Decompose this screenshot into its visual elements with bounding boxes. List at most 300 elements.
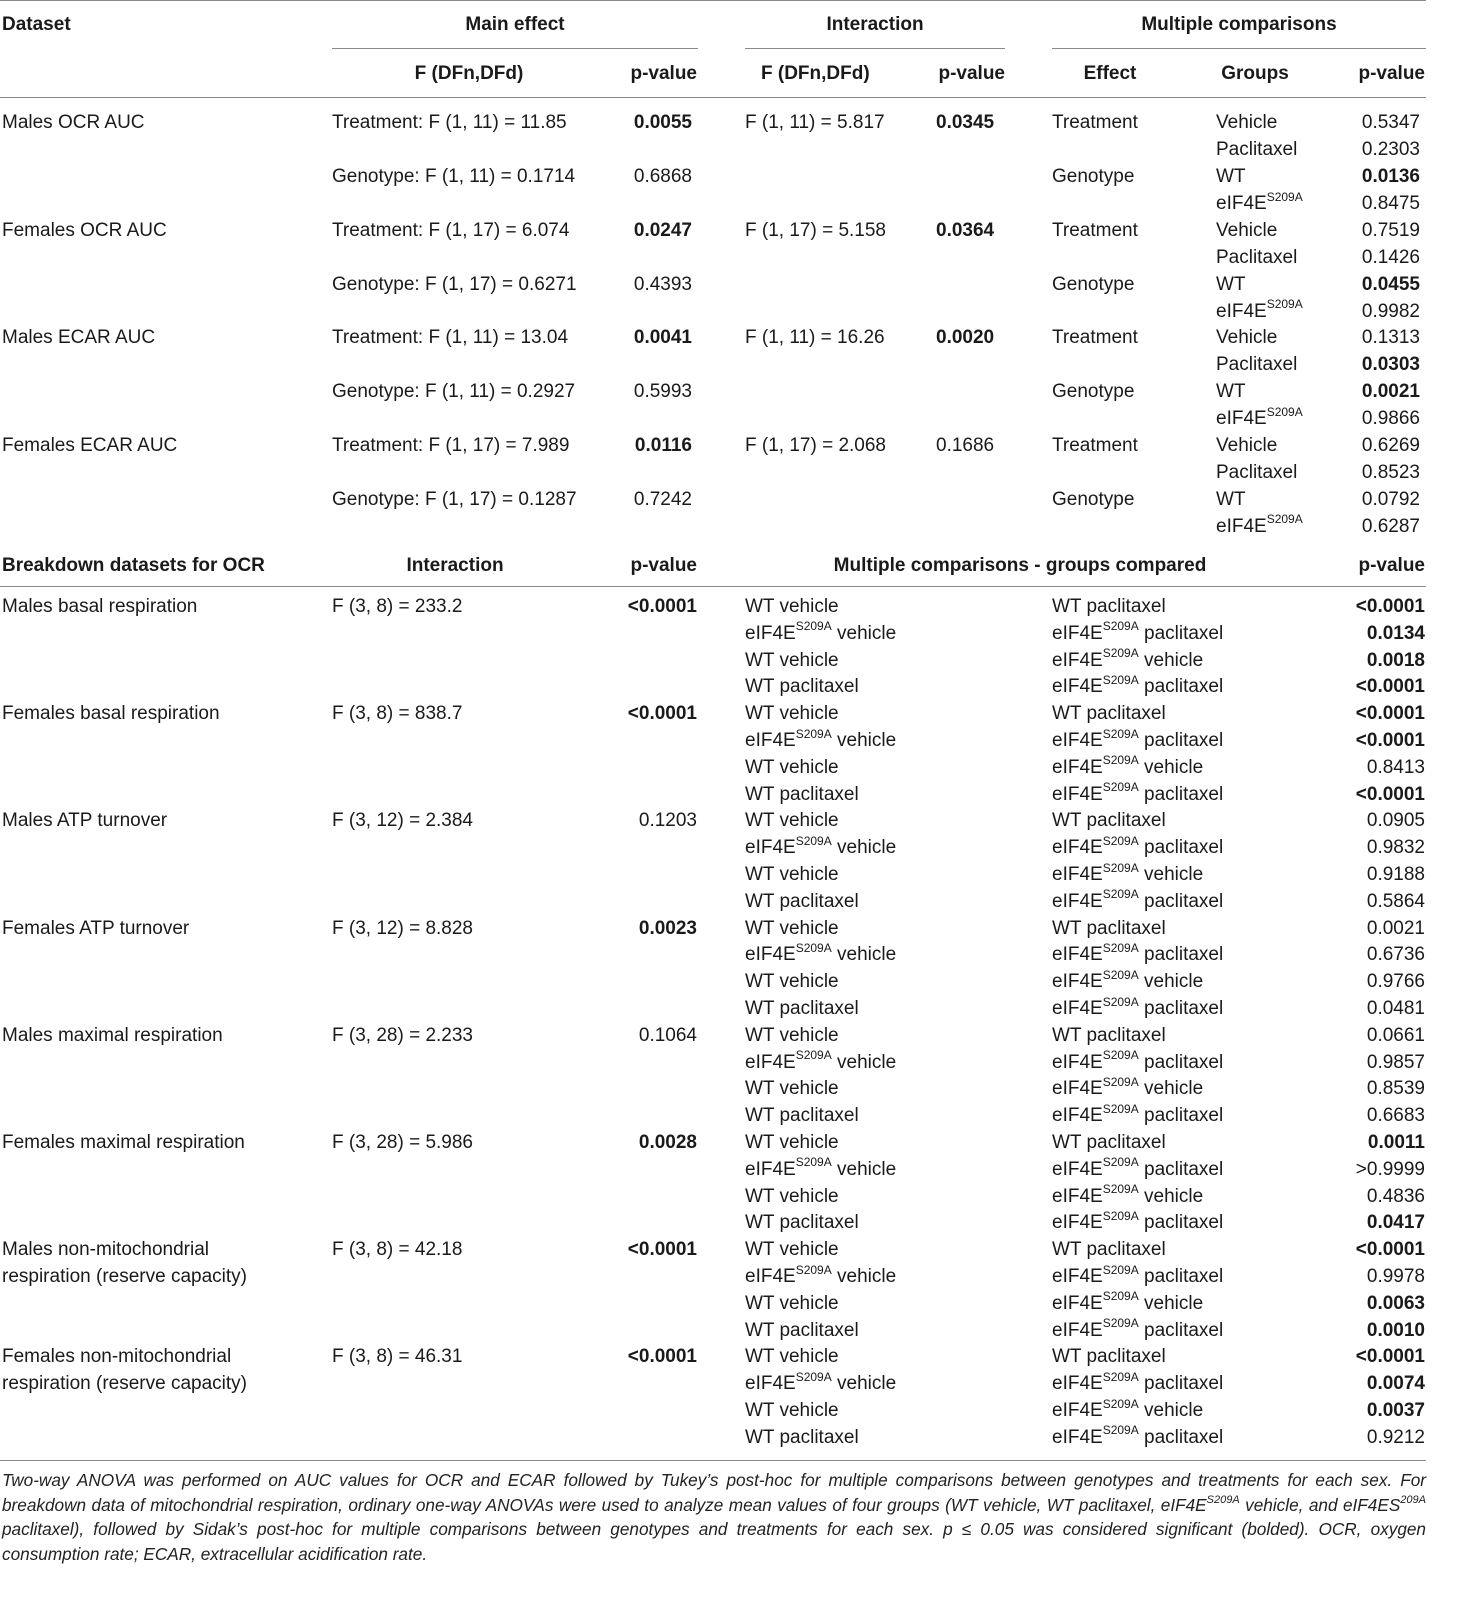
text-part: eIF4E bbox=[1052, 676, 1103, 698]
text-part: paclitaxel bbox=[1138, 1373, 1224, 1395]
text-part: eIF4E bbox=[1052, 837, 1103, 859]
main-effect-f: Genotype: F (1, 11) = 0.2927 bbox=[332, 381, 576, 402]
comparison-p-value: <0.0001 bbox=[1355, 783, 1425, 805]
footnote-part2: vehicle, and eIF4ES bbox=[1239, 1494, 1401, 1515]
breakdown-header-interaction: Interaction bbox=[406, 555, 504, 576]
breakdown-dataset-name: Males ATP turnover bbox=[2, 810, 168, 832]
superscript: S209A bbox=[1102, 967, 1139, 982]
comparison-p-value: 0.8539 bbox=[1366, 1078, 1425, 1100]
comparison-p-value: 0.0011 bbox=[1367, 1132, 1425, 1153]
footnote-sup2: 209A bbox=[1400, 1493, 1426, 1506]
dataset-name: Males ECAR AUC bbox=[2, 327, 156, 348]
effect-name: Treatment bbox=[1052, 434, 1138, 456]
main-effect-f: Treatment: F (1, 11) = 11.85 bbox=[332, 112, 567, 133]
footnote-part1: Two-way ANOVA was performed on AUC values for OCR and ECAR followed by Tukey’s post-hoc for multiple comparisons between genotypes and treatments for each sex. For breakdown data of mitochondrial respiration, ordinary one-way ANOVAs were used to analyze mean values of four groups (WT vehicle, WT paclitaxel, eIF4E bbox=[2, 1470, 1426, 1515]
group-label: WT bbox=[1216, 381, 1246, 402]
breakdown-interaction-f: F (3, 28) = 2.233 bbox=[332, 1024, 473, 1046]
superscript: S209A bbox=[1102, 673, 1139, 688]
comparison-p-value: 0.9188 bbox=[1366, 864, 1425, 885]
header-interaction-f: F (DFn,DFd) bbox=[761, 63, 870, 84]
text-part: eIF4E bbox=[1052, 1212, 1103, 1234]
effect-name: Genotype bbox=[1052, 381, 1135, 402]
comparison-group-b bbox=[1052, 1397, 1203, 1424]
comparison-group-b bbox=[1052, 834, 1223, 861]
group-label: Paclitaxel bbox=[1216, 461, 1298, 483]
comparison-group-b: WT paclitaxel bbox=[1052, 596, 1166, 617]
group-p-value: 0.1313 bbox=[1361, 327, 1420, 348]
breakdown-dataset-name: Males basal respiration bbox=[2, 596, 198, 617]
comparison-group-a: WT paclitaxel bbox=[745, 1105, 859, 1127]
comparison-group-a bbox=[745, 1156, 896, 1183]
text-part: eIF4E bbox=[745, 1373, 796, 1395]
text-part: vehicle bbox=[1138, 1078, 1204, 1100]
breakdown-rule bbox=[0, 586, 1426, 587]
header-multiple-comparisons: Multiple comparisons bbox=[1141, 14, 1337, 35]
comparison-group-a bbox=[745, 941, 896, 968]
effect-name: Treatment bbox=[1052, 112, 1138, 133]
breakdown-dataset-name: respiration (reserve capacity) bbox=[2, 1266, 247, 1287]
comparison-group-a: WT vehicle bbox=[745, 1346, 839, 1368]
comparison-p-value: <0.0001 bbox=[1355, 730, 1425, 751]
breakdown-title: Breakdown datasets for OCR bbox=[2, 555, 265, 576]
comparison-group-b: WT paclitaxel bbox=[1052, 1132, 1166, 1153]
comparison-group-a bbox=[745, 834, 896, 861]
breakdown-header-groups-compared: Multiple comparisons - groups compared bbox=[833, 555, 1207, 576]
text-part: vehicle bbox=[831, 622, 897, 644]
comparison-p-value: <0.0001 bbox=[1355, 703, 1425, 725]
interaction-p: 0.1686 bbox=[936, 434, 995, 456]
comparison-p-value: 0.0010 bbox=[1366, 1319, 1425, 1341]
comparison-p-value: 0.9832 bbox=[1366, 837, 1425, 859]
comparison-group-a: WT vehicle bbox=[745, 1239, 839, 1261]
group-label: Vehicle bbox=[1216, 434, 1278, 456]
comparison-group-a: WT paclitaxel bbox=[745, 890, 859, 912]
comparison-p-value: 0.0074 bbox=[1366, 1373, 1425, 1395]
text-part: vehicle bbox=[1138, 1292, 1204, 1314]
comparison-p-value: 0.9978 bbox=[1366, 1266, 1425, 1287]
comparison-group-b bbox=[1052, 1263, 1223, 1290]
group-p-value: 0.0792 bbox=[1361, 488, 1420, 510]
text-part: eIF4E bbox=[1052, 971, 1103, 993]
superscript: S209A bbox=[1102, 860, 1139, 875]
text-part: vehicle bbox=[1138, 649, 1204, 671]
breakdown-interaction-f: F (3, 8) = 42.18 bbox=[332, 1239, 463, 1261]
comparison-group-a bbox=[745, 727, 896, 754]
text-part: eIF4E bbox=[1052, 649, 1103, 671]
group-p-value: 0.0455 bbox=[1361, 273, 1420, 295]
footnote-sup1: S209A bbox=[1206, 1493, 1240, 1506]
text-part: paclitaxel bbox=[1138, 1266, 1224, 1287]
text-part: vehicle bbox=[1138, 1185, 1204, 1207]
text-part: eIF4E bbox=[1052, 1319, 1103, 1341]
main-effect-p: 0.0116 bbox=[634, 434, 692, 456]
text-part: eIF4E bbox=[1052, 864, 1103, 885]
text-part: vehicle bbox=[831, 1158, 897, 1180]
main-effect-p: 0.6868 bbox=[633, 166, 692, 187]
main-effect-f: Genotype: F (1, 17) = 0.6271 bbox=[332, 273, 577, 295]
text-part: vehicle bbox=[831, 837, 897, 859]
text-part: eIF4E bbox=[1052, 1266, 1103, 1287]
group-name bbox=[1216, 298, 1303, 325]
comparison-p-value: >0.9999 bbox=[1355, 1158, 1425, 1180]
breakdown-dataset-name: Females basal respiration bbox=[2, 703, 220, 725]
comparison-p-value: 0.0905 bbox=[1366, 810, 1425, 832]
group-label: WT bbox=[1216, 488, 1246, 510]
main-effect-p: 0.7242 bbox=[633, 488, 692, 510]
group-label: eIF4E bbox=[1216, 408, 1267, 429]
text-part: eIF4E bbox=[1052, 1373, 1103, 1395]
text-part: paclitaxel bbox=[1138, 837, 1224, 859]
comparison-group-b bbox=[1052, 1049, 1223, 1076]
breakdown-interaction-p: 0.0028 bbox=[638, 1132, 697, 1153]
group-name bbox=[1216, 136, 1297, 163]
text-part: vehicle bbox=[831, 730, 897, 751]
superscript: S209A bbox=[1102, 780, 1139, 795]
text-part: paclitaxel bbox=[1138, 1105, 1224, 1127]
breakdown-interaction-p: <0.0001 bbox=[627, 596, 697, 617]
comparison-p-value: <0.0001 bbox=[1355, 1239, 1425, 1261]
comparison-group-a: WT paclitaxel bbox=[745, 1212, 859, 1234]
group-label: eIF4E bbox=[1216, 193, 1267, 214]
text-part: eIF4E bbox=[745, 944, 796, 966]
text-part: eIF4E bbox=[1052, 1292, 1103, 1314]
group-p-value: 0.9982 bbox=[1361, 300, 1420, 322]
breakdown-interaction-p: <0.0001 bbox=[627, 1239, 697, 1261]
breakdown-dataset-name: Females non-mitochondrial bbox=[2, 1346, 232, 1368]
text-part: eIF4E bbox=[1052, 1105, 1103, 1127]
group-p-value: 0.0136 bbox=[1361, 166, 1420, 187]
main-effect-f: Genotype: F (1, 17) = 0.1287 bbox=[332, 488, 577, 510]
breakdown-interaction-f: F (3, 8) = 46.31 bbox=[332, 1346, 463, 1368]
text-part: eIF4E bbox=[1052, 1158, 1103, 1180]
comparison-group-a bbox=[745, 1370, 896, 1397]
interaction-p: 0.0364 bbox=[936, 219, 995, 241]
superscript: S209A bbox=[1102, 1182, 1139, 1197]
table-footnote bbox=[2, 1468, 1426, 1566]
comparison-group-b bbox=[1052, 888, 1223, 915]
comparison-group-a: WT vehicle bbox=[745, 756, 839, 778]
text-part: eIF4E bbox=[1052, 998, 1103, 1019]
breakdown-interaction-p: 0.1203 bbox=[638, 810, 697, 832]
comparison-group-b bbox=[1052, 1290, 1203, 1317]
superscript: S209A bbox=[795, 833, 832, 848]
comparison-p-value: 0.6736 bbox=[1366, 944, 1425, 966]
group-name bbox=[1216, 486, 1246, 513]
group-name bbox=[1216, 432, 1277, 459]
group-label: Paclitaxel bbox=[1216, 354, 1298, 375]
comparison-group-b bbox=[1052, 1075, 1203, 1102]
text-part: paclitaxel bbox=[1138, 1158, 1224, 1180]
superscript: S209A bbox=[1102, 1075, 1139, 1090]
interaction-p: 0.0020 bbox=[936, 327, 995, 348]
main-effect-f: Treatment: F (1, 17) = 6.074 bbox=[332, 219, 570, 241]
superscript: S209A bbox=[1102, 1316, 1139, 1331]
superscript: S209A bbox=[1102, 1262, 1139, 1277]
comparison-group-a: WT vehicle bbox=[745, 596, 839, 617]
superscript: S209A bbox=[1102, 1423, 1139, 1438]
group-label: eIF4E bbox=[1216, 300, 1267, 322]
group-name bbox=[1216, 244, 1297, 271]
header-main-effect: Main effect bbox=[465, 14, 565, 35]
text-part: paclitaxel bbox=[1138, 998, 1224, 1019]
comparison-group-b bbox=[1052, 727, 1223, 754]
group-name bbox=[1216, 459, 1297, 486]
group-label: Vehicle bbox=[1216, 219, 1278, 241]
main-effect-f: Genotype: F (1, 11) = 0.1714 bbox=[332, 166, 576, 187]
interaction-f: F (1, 11) = 16.26 bbox=[745, 327, 885, 348]
group-superscript: S209A bbox=[1266, 512, 1303, 527]
group-label: WT bbox=[1216, 273, 1246, 295]
superscript: S209A bbox=[1102, 1209, 1139, 1224]
comparison-p-value: 0.0417 bbox=[1366, 1212, 1425, 1234]
group-p-value: 0.0021 bbox=[1361, 381, 1420, 402]
comparison-group-a: WT vehicle bbox=[745, 864, 839, 885]
group-superscript: S209A bbox=[1266, 297, 1303, 312]
superscript: S209A bbox=[1102, 646, 1139, 661]
effect-name: Genotype bbox=[1052, 488, 1135, 510]
superscript: S209A bbox=[795, 726, 832, 741]
text-part: vehicle bbox=[1138, 1400, 1204, 1421]
comparison-group-b bbox=[1052, 1102, 1223, 1129]
interaction-rule bbox=[745, 48, 1005, 49]
top-rule bbox=[0, 0, 1426, 1]
group-p-value: 0.9866 bbox=[1361, 408, 1420, 429]
comparison-group-a bbox=[745, 620, 896, 647]
superscript: S209A bbox=[1102, 1369, 1139, 1384]
group-label: Vehicle bbox=[1216, 112, 1278, 133]
comparison-group-b bbox=[1052, 754, 1203, 781]
text-part: paclitaxel bbox=[1138, 1212, 1224, 1234]
main-effect-rule bbox=[332, 48, 698, 49]
group-superscript: S209A bbox=[1266, 404, 1303, 419]
text-part: eIF4E bbox=[745, 1051, 796, 1073]
text-part: vehicle bbox=[831, 1266, 897, 1287]
text-part: eIF4E bbox=[1052, 944, 1103, 966]
group-name bbox=[1216, 324, 1277, 351]
comparison-p-value: 0.0661 bbox=[1366, 1024, 1425, 1046]
comparison-group-a: WT paclitaxel bbox=[745, 998, 859, 1019]
header-interaction-p: p-value bbox=[938, 63, 1005, 84]
text-part: eIF4E bbox=[745, 1266, 796, 1287]
text-part: paclitaxel bbox=[1138, 1051, 1224, 1073]
breakdown-interaction-p: 0.1064 bbox=[638, 1024, 697, 1046]
superscript: S209A bbox=[795, 941, 832, 956]
main-effect-p: 0.4393 bbox=[633, 273, 692, 295]
comparison-p-value: 0.5864 bbox=[1366, 890, 1425, 912]
dataset-name: Females ECAR AUC bbox=[2, 434, 178, 456]
text-part: eIF4E bbox=[1052, 1078, 1103, 1100]
superscript: S209A bbox=[1102, 1048, 1139, 1063]
superscript: S209A bbox=[1102, 833, 1139, 848]
bottom-rule bbox=[0, 1460, 1426, 1461]
comparison-group-b bbox=[1052, 673, 1223, 700]
effect-name: Treatment bbox=[1052, 327, 1138, 348]
group-p-value: 0.8475 bbox=[1361, 193, 1420, 214]
text-part: vehicle bbox=[831, 1051, 897, 1073]
comparison-group-a: WT vehicle bbox=[745, 649, 839, 671]
text-part: vehicle bbox=[831, 944, 897, 966]
comparison-p-value: 0.0037 bbox=[1366, 1400, 1425, 1421]
header-dataset: Dataset bbox=[2, 14, 71, 35]
comparison-group-b bbox=[1052, 1183, 1203, 1210]
text-part: eIF4E bbox=[1052, 756, 1103, 778]
text-part: eIF4E bbox=[1052, 622, 1103, 644]
breakdown-header-p2: p-value bbox=[1358, 555, 1425, 576]
group-p-value: 0.2303 bbox=[1361, 139, 1420, 160]
comparison-group-b bbox=[1052, 1424, 1223, 1451]
superscript: S209A bbox=[1102, 753, 1139, 768]
text-part: eIF4E bbox=[1052, 783, 1103, 805]
superscript: S209A bbox=[1102, 619, 1139, 634]
comparison-group-a: WT paclitaxel bbox=[745, 783, 859, 805]
comparison-p-value: 0.9766 bbox=[1366, 971, 1425, 993]
comparison-group-a: WT vehicle bbox=[745, 1185, 839, 1207]
comparison-group-b: WT paclitaxel bbox=[1052, 1239, 1166, 1261]
text-part: eIF4E bbox=[1052, 1426, 1103, 1448]
breakdown-interaction-f: F (3, 8) = 233.2 bbox=[332, 596, 463, 617]
text-part: vehicle bbox=[1138, 971, 1204, 993]
superscript: S209A bbox=[1102, 941, 1139, 956]
superscript: S209A bbox=[1102, 1289, 1139, 1304]
breakdown-dataset-name: Females ATP turnover bbox=[2, 917, 190, 939]
group-label: Paclitaxel bbox=[1216, 139, 1298, 160]
group-label: Vehicle bbox=[1216, 327, 1278, 348]
main-effect-f: Treatment: F (1, 17) = 7.989 bbox=[332, 434, 570, 456]
text-part: paclitaxel bbox=[1138, 944, 1224, 966]
group-label: Paclitaxel bbox=[1216, 246, 1298, 268]
breakdown-interaction-f: F (3, 12) = 8.828 bbox=[332, 917, 473, 939]
breakdown-interaction-f: F (3, 12) = 2.384 bbox=[332, 810, 473, 832]
breakdown-header-p: p-value bbox=[630, 555, 697, 576]
comparison-group-a: WT vehicle bbox=[745, 1078, 839, 1100]
main-effect-p: 0.5993 bbox=[633, 381, 692, 402]
comparison-p-value: 0.4836 bbox=[1366, 1185, 1425, 1207]
effect-name: Treatment bbox=[1052, 219, 1138, 241]
comparison-group-a: WT paclitaxel bbox=[745, 676, 859, 698]
group-p-value: 0.0303 bbox=[1361, 354, 1420, 375]
text-part: paclitaxel bbox=[1138, 1426, 1224, 1448]
text-part: eIF4E bbox=[1052, 890, 1103, 912]
comparison-group-a: WT paclitaxel bbox=[745, 1319, 859, 1341]
group-name bbox=[1216, 190, 1303, 217]
text-part: eIF4E bbox=[1052, 1051, 1103, 1073]
comparison-p-value: 0.0134 bbox=[1366, 622, 1425, 644]
comparison-group-a: WT vehicle bbox=[745, 917, 839, 939]
comparison-group-b bbox=[1052, 1209, 1223, 1236]
superscript: S209A bbox=[1102, 1396, 1139, 1411]
superscript: S209A bbox=[795, 1369, 832, 1384]
comparison-p-value: <0.0001 bbox=[1355, 1346, 1425, 1368]
header-multiple-p: p-value bbox=[1358, 63, 1425, 84]
comparison-group-b: WT paclitaxel bbox=[1052, 917, 1166, 939]
comparison-group-a bbox=[745, 1049, 896, 1076]
comparison-p-value: 0.0063 bbox=[1366, 1292, 1425, 1314]
comparison-group-b bbox=[1052, 941, 1223, 968]
text-part: eIF4E bbox=[1052, 730, 1103, 751]
text-part: eIF4E bbox=[1052, 1185, 1103, 1207]
text-part: eIF4E bbox=[745, 1158, 796, 1180]
breakdown-dataset-name: Males maximal respiration bbox=[2, 1024, 223, 1046]
breakdown-dataset-name: Females maximal respiration bbox=[2, 1132, 245, 1153]
group-name bbox=[1216, 163, 1246, 190]
effect-name: Genotype bbox=[1052, 166, 1135, 187]
group-label: WT bbox=[1216, 166, 1246, 187]
comparison-p-value: 0.8413 bbox=[1366, 756, 1425, 778]
superscript: S209A bbox=[795, 1155, 832, 1170]
group-p-value: 0.7519 bbox=[1361, 219, 1420, 241]
comparison-group-b bbox=[1052, 861, 1203, 888]
comparison-group-b: WT paclitaxel bbox=[1052, 1024, 1166, 1046]
header-effect: Effect bbox=[1083, 63, 1137, 84]
group-name bbox=[1216, 405, 1303, 432]
comparison-group-b bbox=[1052, 1156, 1223, 1183]
comparison-p-value: 0.6683 bbox=[1366, 1105, 1425, 1127]
comparison-group-b: WT paclitaxel bbox=[1052, 1346, 1166, 1368]
superscript: S209A bbox=[795, 1262, 832, 1277]
superscript: S209A bbox=[795, 1048, 832, 1063]
group-label: eIF4E bbox=[1216, 515, 1267, 537]
comparison-group-a: WT vehicle bbox=[745, 1292, 839, 1314]
breakdown-interaction-p: <0.0001 bbox=[627, 703, 697, 725]
comparison-group-b: WT paclitaxel bbox=[1052, 703, 1166, 725]
superscript: S209A bbox=[1102, 887, 1139, 902]
breakdown-interaction-f: F (3, 8) = 838.7 bbox=[332, 703, 463, 725]
breakdown-dataset-name: respiration (reserve capacity) bbox=[2, 1373, 247, 1395]
breakdown-dataset-name: Males non-mitochondrial bbox=[2, 1239, 209, 1261]
dataset-name: Males OCR AUC bbox=[2, 112, 145, 133]
dataset-name: Females OCR AUC bbox=[2, 219, 167, 241]
interaction-f: F (1, 17) = 5.158 bbox=[745, 219, 886, 241]
comparison-group-a: WT paclitaxel bbox=[745, 1426, 859, 1448]
comparison-group-a: WT vehicle bbox=[745, 1400, 839, 1421]
comparison-p-value: 0.9212 bbox=[1366, 1426, 1425, 1448]
comparison-group-b bbox=[1052, 620, 1223, 647]
superscript: S209A bbox=[1102, 726, 1139, 741]
text-part: eIF4E bbox=[745, 837, 796, 859]
interaction-f: F (1, 11) = 5.817 bbox=[745, 112, 885, 133]
text-part: vehicle bbox=[1138, 864, 1204, 885]
group-name bbox=[1216, 271, 1246, 298]
comparison-p-value: <0.0001 bbox=[1355, 676, 1425, 698]
group-name bbox=[1216, 513, 1303, 540]
main-effect-p: 0.0055 bbox=[633, 112, 692, 133]
comparison-group-a: WT vehicle bbox=[745, 1024, 839, 1046]
interaction-p: 0.0345 bbox=[936, 112, 995, 133]
comparison-group-b bbox=[1052, 1370, 1223, 1397]
comparison-group-a: WT vehicle bbox=[745, 810, 839, 832]
text-part: paclitaxel bbox=[1138, 890, 1224, 912]
interaction-f: F (1, 17) = 2.068 bbox=[745, 434, 886, 456]
superscript: S209A bbox=[1102, 994, 1139, 1009]
text-part: eIF4E bbox=[1052, 1400, 1103, 1421]
main-effect-p: 0.0247 bbox=[633, 219, 692, 241]
header-main-p: p-value bbox=[630, 63, 697, 84]
comparison-p-value: <0.0001 bbox=[1355, 596, 1425, 617]
group-name bbox=[1216, 351, 1297, 378]
comparison-p-value: 0.0021 bbox=[1366, 917, 1425, 939]
group-name bbox=[1216, 217, 1277, 244]
group-p-value: 0.8523 bbox=[1361, 461, 1420, 483]
multiple-comparisons-rule bbox=[1052, 48, 1426, 49]
group-name bbox=[1216, 109, 1277, 136]
comparison-group-b: WT paclitaxel bbox=[1052, 810, 1166, 832]
group-superscript: S209A bbox=[1266, 189, 1303, 204]
header-bottom-rule bbox=[0, 97, 1426, 98]
comparison-group-b bbox=[1052, 781, 1223, 808]
group-p-value: 0.1426 bbox=[1361, 246, 1420, 268]
text-part: eIF4E bbox=[745, 730, 796, 751]
comparison-group-a: WT vehicle bbox=[745, 703, 839, 725]
